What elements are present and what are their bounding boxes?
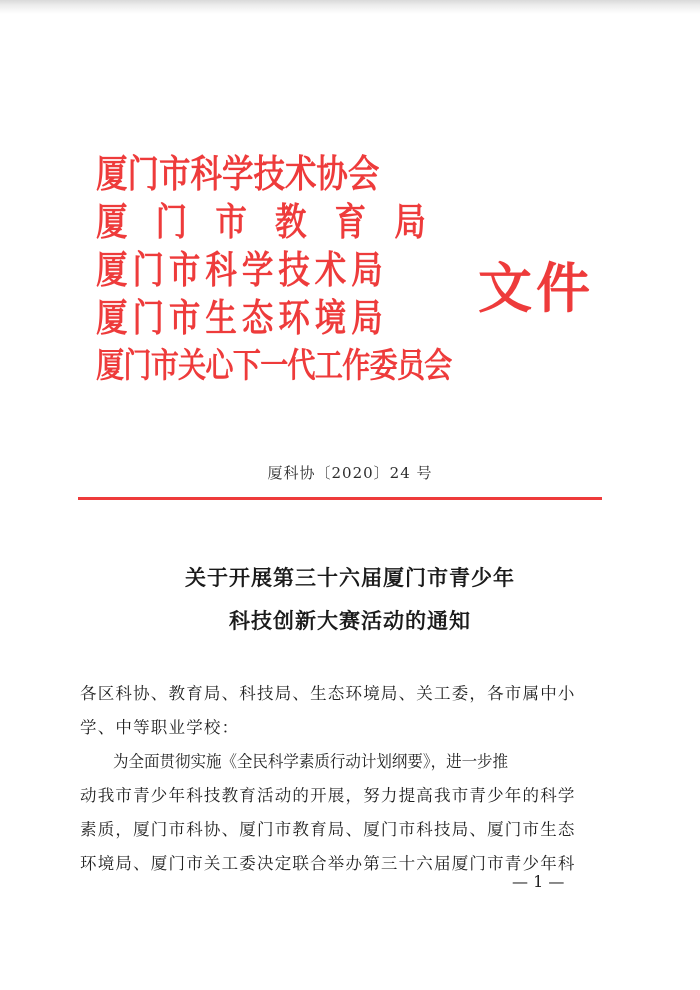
body-paragraph-line-1: 为全面贯彻实施《全民科学素质行动计划纲要》，进一步推 — [113, 752, 509, 771]
issuer-line-science-association: 厦门市科学技术协会 — [96, 151, 380, 196]
issuer-line-education-bureau: 厦门市教育局 — [96, 199, 455, 244]
document-title-line-1: 关于开展第三十六届厦门市青少年 — [185, 565, 515, 590]
issuer-line-ecology-environment-bureau: 厦门市生态环境局 — [96, 295, 388, 340]
document-title-line-2: 科技创新大赛活动的通知 — [229, 608, 471, 633]
scan-edge — [0, 0, 700, 14]
body-paragraph-line-2: 动我市青少年科技教育活动的开展，努力提高我市青少年的科学 — [80, 786, 576, 805]
body-paragraph-line-4: 环境局、厦门市关工委决定联合举办第三十六届厦门市青少年科 — [80, 854, 576, 873]
document-type-label: 文件 — [478, 256, 594, 320]
page-number: — 1 — — [512, 872, 565, 891]
issuer-block — [96, 150, 528, 390]
salutation-line-2: 学、中等职业学校： — [80, 718, 240, 737]
document-number: 厦科协〔2020〕24 号 — [267, 464, 433, 482]
issuer-line-youth-care-committee: 厦门市关心下一代工作委员会 — [96, 346, 452, 386]
body-paragraph-line-3: 素质，厦门市科协、厦门市教育局、厦门市科技局、厦门市生态 — [80, 820, 576, 839]
salutation-line-1: 各区科协、教育局、科技局、生态环境局、关工委，各市属中小 — [80, 684, 576, 703]
red-divider-line — [78, 497, 602, 500]
issuer-line-science-technology-bureau: 厦门市科学技术局 — [96, 247, 388, 292]
